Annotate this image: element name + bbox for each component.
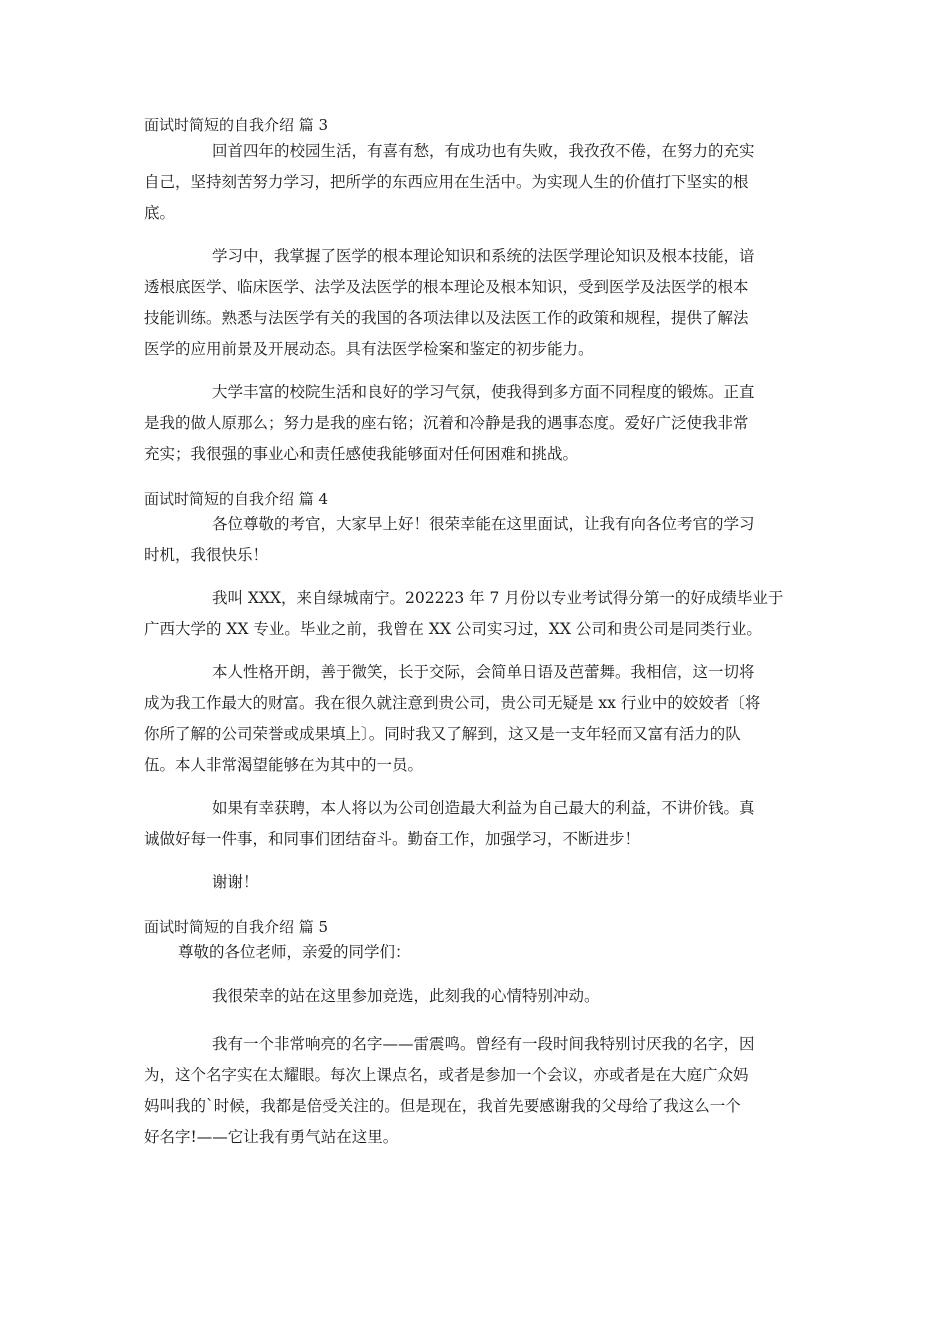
section-heading: 面试时简短的自我介绍 篇 5 xyxy=(144,918,329,936)
paragraph-line: 底。 xyxy=(144,204,176,222)
paragraph-line: 充实；我很强的事业心和责任感使我能够面对任何困难和挑战。 xyxy=(144,445,579,463)
section-heading: 面试时简短的自我介绍 篇 4 xyxy=(144,490,329,508)
paragraph-line: 学习中，我掌握了医学的根本理论知识和系统的法医学理论知识及根本技能，谙 xyxy=(212,247,755,265)
paragraph-line: 好名字!——它让我有勇气站在这里。 xyxy=(144,1128,399,1146)
section-heading: 面试时简短的自我介绍 篇 3 xyxy=(144,116,329,134)
paragraph-line: 时机，我很快乐！ xyxy=(144,546,269,564)
paragraph-line: 透根底医学、临床医学、法学及法医学的根本理论及根本知识，受到医学及法医学的根本 xyxy=(144,278,749,296)
paragraph-line: 你所了解的公司荣誉或成果填上〕。同时我又了解到，这又是一支年轻而又富有活力的队 xyxy=(144,725,741,743)
paragraph-line: 如果有幸获聘，本人将以为公司创造最大利益为自己最大的利益，不讲价钱。真 xyxy=(212,799,755,817)
paragraph-line: 诚做好每一件事，和同事们团结奋斗。勤奋工作，加强学习，不断进步！ xyxy=(144,830,641,848)
paragraph-line: 我有一个非常响亮的名字——雷震鸣。曾经有一段时间我特别讨厌我的名字，因 xyxy=(212,1035,755,1053)
paragraph-line: 成为我工作最大的财富。我在很久就注意到贵公司，贵公司无疑是 xx 行业中的姣姣者〔将 xyxy=(144,694,761,712)
paragraph-line: 为，这个名字实在太耀眼。每次上课点名，或者是参加一个会议，亦或者是在大庭广众妈 xyxy=(144,1066,749,1084)
paragraph-line: 回首四年的校园生活，有喜有愁，有成功也有失败，我孜孜不倦，在努力的充实 xyxy=(212,142,755,160)
paragraph-line: 大学丰富的校院生活和良好的学习气氛，使我得到多方面不同程度的锻炼。正直 xyxy=(212,383,755,401)
paragraph-line: 各位尊敬的考官，大家早上好！很荣幸能在这里面试，让我有向各位考官的学习 xyxy=(212,515,755,533)
paragraph-line: 技能训练。熟悉与法医学有关的我国的各项法律以及法医工作的政策和规程，提供了解法 xyxy=(144,309,749,327)
paragraph-line: 我很荣幸的站在这里参加竞选，此刻我的心情特别冲动。 xyxy=(212,987,600,1005)
paragraph-line: 广西大学的 XX 专业。毕业之前，我曾在 XX 公司实习过，XX 公司和贵公司是同类行业。 xyxy=(144,620,762,638)
paragraph-line: 谢谢！ xyxy=(212,873,259,891)
paragraph-line: 医学的应用前景及开展动态。具有法医学检案和鉴定的初步能力。 xyxy=(144,340,594,358)
paragraph-line: 我叫 XXX，来自绿城南宁。202223 年 7 月份以专业考试得分第一的好成绩毕业于 xyxy=(212,589,784,607)
paragraph-line: 本人性格开朗，善于微笑，长于交际，会简单日语及芭蕾舞。我相信，这一切将 xyxy=(212,663,755,681)
paragraph-line: 是我的做人原那么；努力是我的座右铭；沉着和冷静是我的遇事态度。爱好广泛使我非常 xyxy=(144,414,749,432)
paragraph-line: 妈叫我的`时候，我都是倍受关注的。但是现在，我首先要感谢我的父母给了我这么一个 xyxy=(144,1097,741,1115)
paragraph-line: 尊敬的各位老师，亲爱的同学们： xyxy=(178,943,411,961)
paragraph-line: 伍。本人非常渴望能够在为其中的一员。 xyxy=(144,756,424,774)
paragraph-line: 自己，坚持刻苦努力学习，把所学的东西应用在生活中。为实现人生的价值打下坚实的根 xyxy=(144,173,749,191)
